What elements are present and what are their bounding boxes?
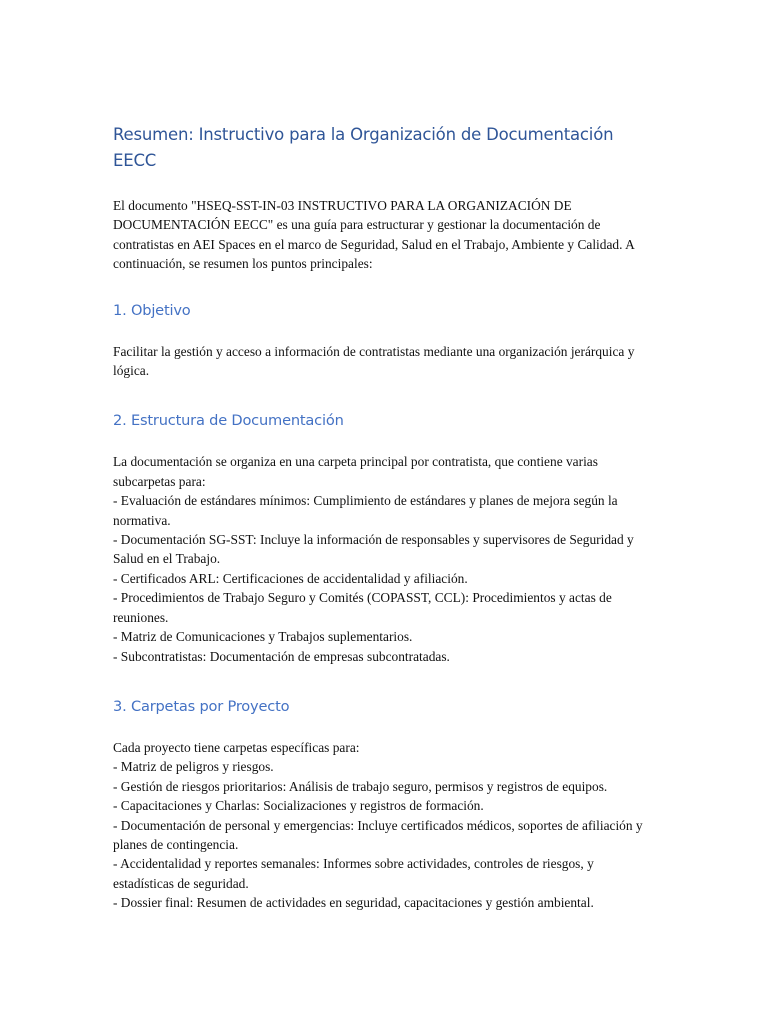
list-item: - Documentación de personal y emergencias: Incluye certificados médicos, soportes de afiliación y planes de contingencia. — [113, 817, 643, 852]
list-item: - Gestión de riesgos prioritarios: Análisis de trabajo seguro, permisos y registros de equipos. — [113, 778, 608, 794]
list-item: - Certificados ARL: Certificaciones de accidentalidad y afiliación. — [113, 570, 468, 586]
document-content — [113, 122, 658, 943]
section-paragraph: La documentación se organiza en una carpeta principal por contratista, que contiene varias subcarpetas para: — [113, 454, 598, 489]
bullet-list — [113, 757, 658, 912]
list-item: - Procedimientos de Trabajo Seguro y Comités (COPASST, CCL): Procedimientos y actas de reuniones. — [113, 590, 612, 625]
list-item: - Subcontratistas: Documentación de empresas subcontratadas. — [113, 648, 450, 664]
section-heading: 1. Objetivo — [113, 301, 191, 319]
list-item: - Dossier final: Resumen de actividades en seguridad, capacitaciones y gestión ambiental. — [113, 895, 594, 911]
section-paragraph: Cada proyecto tiene carpetas específicas para: — [113, 739, 360, 755]
list-item: - Accidentalidad y reportes semanales: Informes sobre actividades, controles de riesgos, y estadísticas de seguridad. — [113, 856, 594, 891]
bullet-list — [113, 491, 658, 666]
section-paragraph: Facilitar la gestión y acceso a información de contratistas mediante una organización jerárquica y lógica. — [113, 343, 635, 379]
intro-paragraph: El documento "HSEQ-SST-IN-03 INSTRUCTIVO PARA LA ORGANIZACIÓN DE DOCUMENTACIÓN EECC" es una guía para estructurar y gestionar la documentación de contratistas en AEI Spaces en el marco de Seguridad, Salud en el Trabajo, Ambiente y Calidad. A continuación, se resumen los puntos principales: — [113, 198, 635, 272]
list-item: - Evaluación de estándares mínimos: Cumplimiento de estándares y planes de mejora según la normativa. — [113, 493, 618, 528]
section-objetivo — [113, 300, 658, 381]
section-carpetas — [113, 696, 658, 913]
list-item: - Matriz de peligros y riesgos. — [113, 759, 274, 775]
list-item: - Capacitaciones y Charlas: Socializaciones y registros de formación. — [113, 798, 484, 814]
section-heading: 3. Carpetas por Proyecto — [113, 697, 290, 715]
section-heading: 2. Estructura de Documentación — [113, 412, 344, 430]
list-item: - Matriz de Comunicaciones y Trabajos suplementarios. — [113, 629, 413, 645]
document-title: Resumen: Instructivo para la Organización de Documentación EECC — [113, 125, 614, 170]
list-item: - Documentación SG-SST: Incluye la información de responsables y supervisores de Seguridad y Salud en el Trabajo. — [113, 532, 634, 567]
section-estructura — [113, 410, 658, 665]
